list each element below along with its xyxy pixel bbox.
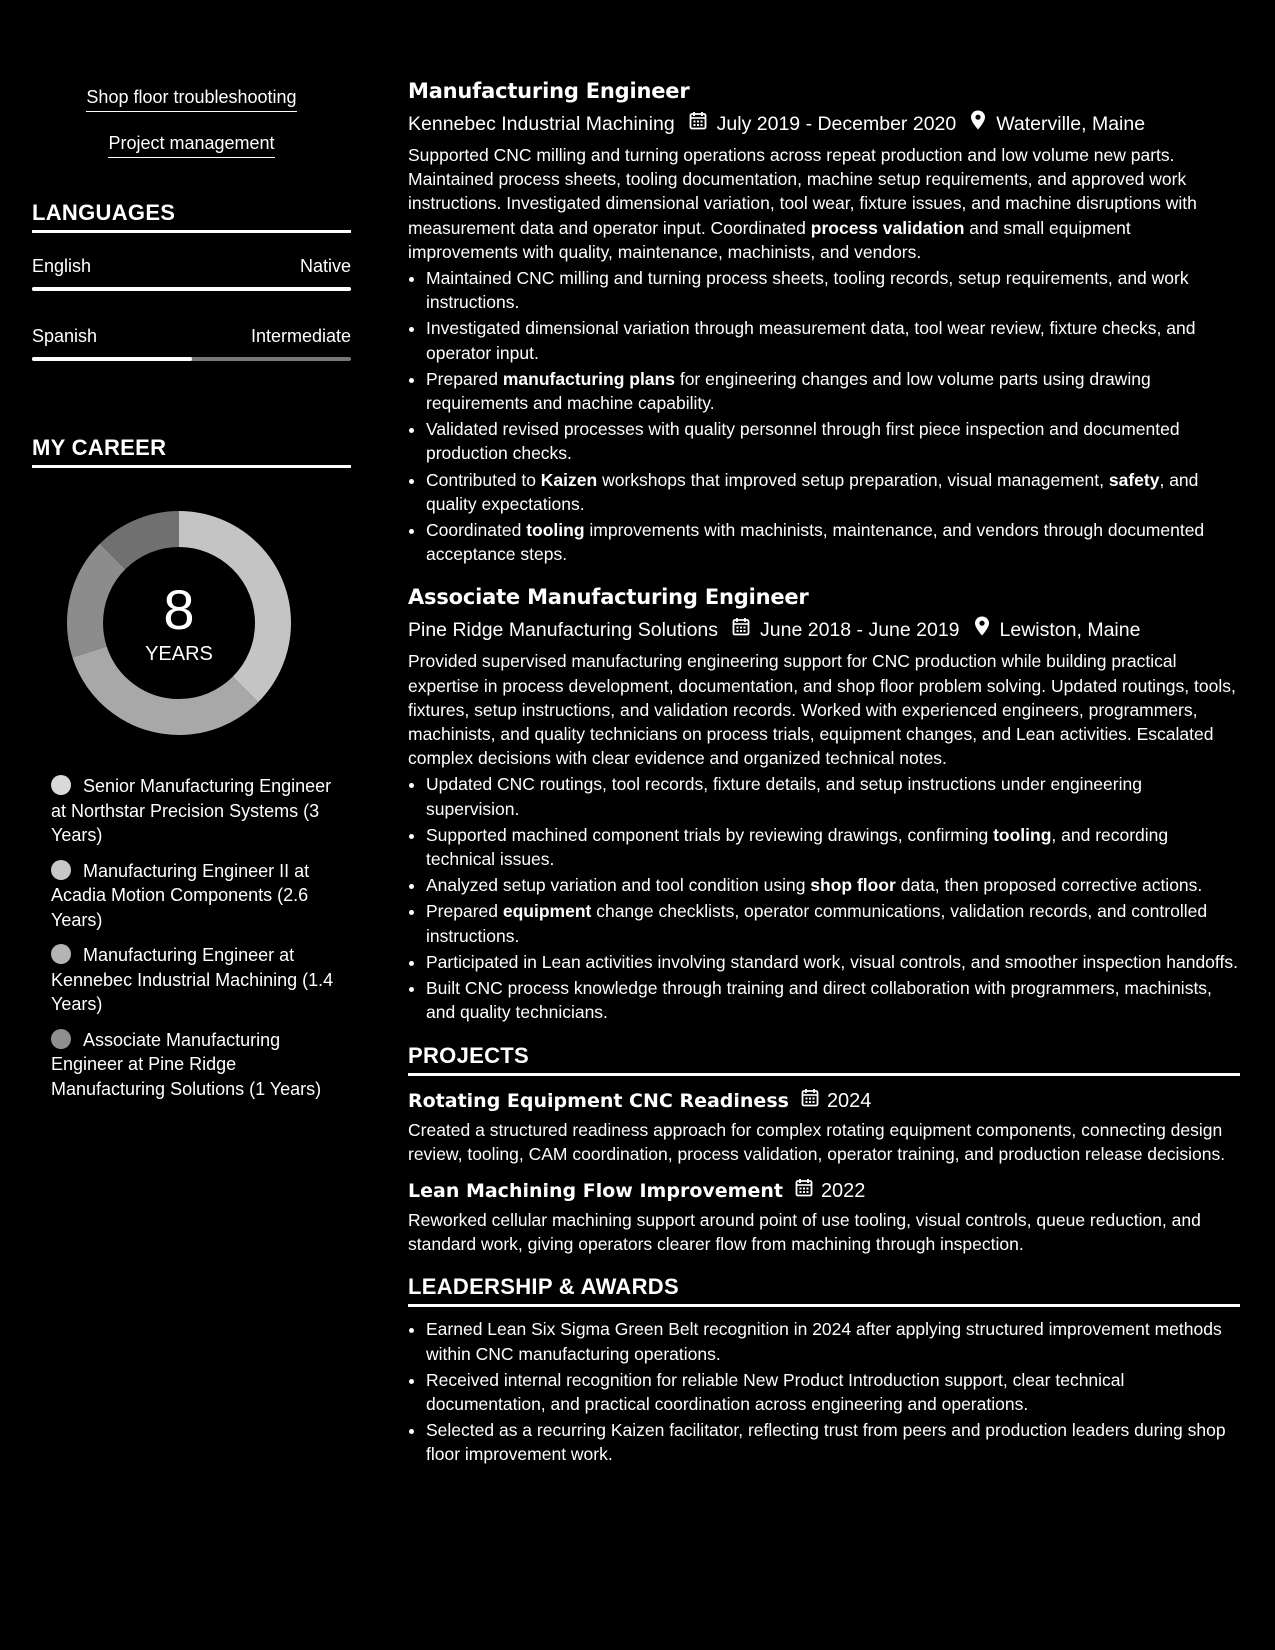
calendar-icon: [801, 1088, 819, 1114]
job-company: Kennebec Industrial Machining: [408, 112, 675, 135]
job-company: Pine Ridge Manufacturing Solutions: [408, 618, 719, 641]
languages-title: LANGUAGES: [32, 200, 351, 233]
job-meta: [408, 616, 1240, 643]
skill-tag: Shop floor troubleshooting: [86, 86, 296, 112]
main-content: [408, 0, 1240, 1469]
career-legend-item: Senior Manufacturing Engineer at Northstar Precision Systems (3 Years): [51, 776, 332, 845]
job-bullet: • Maintained CNC milling and turning process sheets, tooling records, setup requirements, and work instructions.: [426, 266, 1240, 314]
job-summary: Provided supervised manufacturing engineering support for CNC production while building practical expertise in process development, documentation, and shop floor problem solving. Updated routings, tools, fixtures, setup instructions, and validation records. Worked with experienced engineers, programmers, machinists, and quality technicians on process trials, equipment changes, and Lean activities. Escalated complex decisions with clear evidence and organized technical notes.: [408, 651, 1236, 769]
job-bullet: • Coordinated tooling improvements with machinists, maintenance, and vendors through documented acceptance steps.: [426, 518, 1240, 566]
language-name: English: [32, 256, 92, 276]
legend-dot: [51, 1029, 71, 1049]
job-title: Manufacturing Engineer: [408, 79, 690, 103]
job-bullet: • Built CNC process knowledge through training and direct collaboration with programmers, machinists, and quality technicians.: [426, 976, 1240, 1024]
legend-dot: [51, 944, 71, 964]
job-meta: [408, 110, 1240, 137]
career-legend-item: Associate Manufacturing Engineer at Pine Ridge Manufacturing Solutions (1 Years): [51, 1029, 322, 1099]
job-bullets: [408, 266, 1240, 566]
language-name: Spanish: [32, 326, 98, 346]
location-pin-icon: [974, 616, 990, 643]
language-english: [32, 255, 351, 291]
job-dates: July 2019 - December 2020: [716, 112, 957, 135]
career-donut-chart: [64, 508, 294, 738]
job-location: Lewiston, Maine: [999, 618, 1141, 641]
project-entry: [408, 1178, 1240, 1256]
career-legend: [51, 774, 351, 1101]
career-legend-item: Manufacturing Engineer II at Acadia Motion Components (2.6 Years): [51, 860, 310, 930]
job-bullet: • Investigated dimensional variation through measurement data, tool wear review, fixture checks, and operator input.: [426, 316, 1240, 364]
language-bar-fill: [32, 287, 351, 291]
award-item: • Selected as a recurring Kaizen facilitator, reflecting trust from peers and production leaders during shop floor improvement work.: [426, 1418, 1240, 1466]
legend-dot: [51, 860, 71, 880]
projects-title: PROJECTS: [408, 1043, 1240, 1076]
language-level: Intermediate: [250, 326, 351, 346]
job-bullet: • Prepared manufacturing plans for engineering changes and low volume parts using drawing requirements and machine capability.: [426, 367, 1240, 415]
job-entry: [408, 584, 1240, 1024]
job-bullet: • Participated in Lean activities involving standard work, visual controls, and smoother inspection handoffs.: [426, 950, 1240, 974]
award-item: • Earned Lean Six Sigma Green Belt recognition in 2024 after applying structured improvement methods within CNC manufacturing operations.: [426, 1317, 1240, 1365]
project-description: Reworked cellular machining support around point of use tooling, visual controls, queue reduction, and standard work, giving operators clearer flow from machining through inspection.: [408, 1209, 1201, 1255]
career-title: MY CAREER: [32, 435, 351, 468]
project-entry: [408, 1088, 1240, 1166]
career-years-label: YEARS: [145, 643, 213, 665]
location-pin-icon: [970, 110, 986, 137]
calendar-icon: [732, 617, 750, 643]
project-year: 2024: [826, 1089, 872, 1112]
job-location: Waterville, Maine: [996, 112, 1146, 135]
language-level: Native: [299, 256, 351, 276]
project-year: 2022: [820, 1179, 866, 1202]
project-name: Rotating Equipment CNC Readiness: [408, 1089, 789, 1112]
job-bullets: [408, 772, 1240, 1024]
language-bar: [32, 287, 351, 291]
job-entry: [408, 78, 1240, 566]
job-bullet: • Analyzed setup variation and tool condition using shop floor data, then proposed corrective actions.: [426, 873, 1240, 897]
job-summary: Supported CNC milling and turning operations across repeat production and low volume new parts. Maintained process sheets, tooling documentation, machine setup requirements, and approved work instructions. Investigated dimensional variation, tool wear, fixture issues, and machine disruptions with measurement data and operator input. Coordinated process validation and small equipment improvements with quality, maintenance, machinists, and vendors.: [408, 145, 1197, 262]
job-bullet: • Supported machined component trials by reviewing drawings, confirming tooling, and recording technical issues.: [426, 823, 1240, 871]
job-bullet: • Prepared equipment change checklists, operator communications, validation records, and controlled instructions.: [426, 899, 1240, 947]
language-spanish: [32, 325, 351, 361]
project-name: Lean Machining Flow Improvement: [408, 1179, 783, 1202]
career-total-years: 8: [163, 578, 195, 641]
calendar-icon: [689, 111, 707, 137]
job-bullet: • Updated CNC routings, tool records, fixture details, and setup instructions under engineering supervision.: [426, 772, 1240, 820]
job-bullet: • Validated revised processes with quality personnel through first piece inspection and documented production checks.: [426, 417, 1240, 465]
language-bar: [32, 357, 351, 361]
project-description: Created a structured readiness approach for complex rotating equipment components, connecting design review, tooling, CAM coordination, process validation, operator training, and production release decisions.: [408, 1119, 1226, 1164]
job-dates: June 2018 - June 2019: [760, 618, 960, 641]
skill-tag: Project management: [108, 132, 274, 158]
awards-title: LEADERSHIP & AWARDS: [408, 1274, 1240, 1307]
career-legend-item: Manufacturing Engineer at Kennebec Industrial Machining (1.4 Years): [51, 945, 334, 1014]
awards-list: [408, 1317, 1240, 1466]
sidebar: [32, 0, 351, 1112]
calendar-icon: [795, 1178, 813, 1204]
award-item: • Received internal recognition for reliable New Product Introduction support, clear technical documentation, and practical coordination across engineering and operations.: [426, 1368, 1240, 1416]
job-title: Associate Manufacturing Engineer: [408, 585, 809, 610]
language-bar-fill: [32, 357, 192, 361]
skills-list: [32, 86, 351, 178]
legend-dot: [51, 775, 71, 795]
job-bullet: • Contributed to Kaizen workshops that improved setup preparation, visual management, safety, and quality expectations.: [426, 468, 1240, 516]
